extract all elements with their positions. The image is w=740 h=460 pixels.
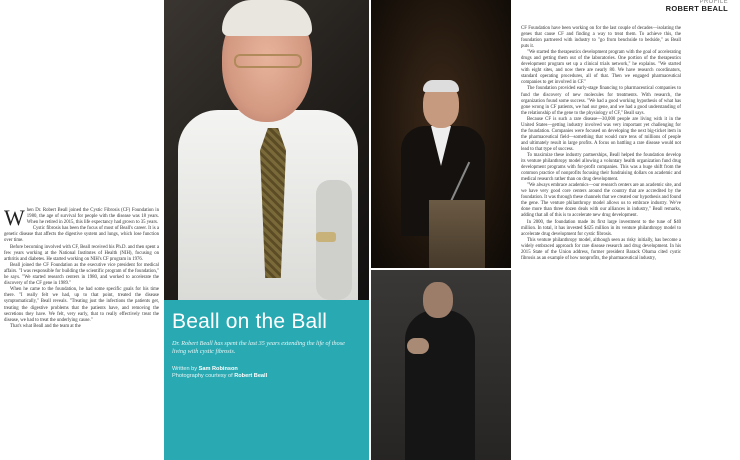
- article-deck: Dr. Robert Beall has spent the last 35 years extending the life of those living with cystic fibrosis.: [172, 340, 345, 355]
- portrait-photo: [164, 0, 369, 300]
- article-paragraph: In 2000, the foundation made its first large investment to the tune of $40 million. In total, it has invested $425 million in its venture philanthropy model to accelerate drug development for cystic fibrosis.: [521, 219, 681, 237]
- section-header: [666, 0, 728, 13]
- article-paragraph: "We always embrace academics—our research centers are an academic site, and we have very good core centers around the country that are accredited by the foundation. It was through these channels that we created our hypothesis and found the gene. The venture philanthropy model allows us to embrace industry. We've done more than three dozen deals with our alliances in industry," Beall remarks, adding that all of this is to accelerate new drug development.: [521, 183, 681, 219]
- article-paragraph: That's what Beall and the team at the: [10, 323, 81, 329]
- article-paragraph: When he came to the foundation, he had some specific goals for his time there. "I really felt we had, up to that point, treated the disease symptomatically," Beall reveals. "Treating just the infections the patients get, treating the digestive problems that the patients have, and removing the secretions they have. We felt, very early, that to really effectively treat the disease, we had to treat the underlying cause.": [4, 287, 159, 323]
- article-paragraph: Before becoming involved with CF, Beall received his Ph.D. and then spent a few years working at the National Institutes of Health (NIH), focusing on arthritis and diabetes. He started working on NIH's CF program in 1976.: [4, 244, 159, 262]
- byline: Written by Sam Robinson: [172, 366, 238, 372]
- article-credits: [172, 366, 267, 380]
- section-kicker: PROFILE: [699, 0, 728, 5]
- title-band: [164, 300, 369, 460]
- article-paragraph: "We started the therapeutics development program with the goal of accelerating drugs and getting them out of the laboratories. One portion of the therapeutics development program set up a clinical trials network," he explains. "We started with eight sites, and now there are nearly 80. We have research coordinators, standard operating procedures, all of that. Then we engaged pharmaceutical companies to get involved in CF.": [521, 50, 681, 86]
- article-headline: Beall on the Ball: [172, 310, 328, 333]
- article-paragraph: Beall joined the CF Foundation as the executive vice president for medical affairs. "I was responsible for building the scientific program of the foundation," he says. "We started research centers in 1980, and worked to accelerate the discovery of the CF gene in 1989.": [4, 262, 159, 287]
- author-name: Sam Robinson: [198, 366, 238, 372]
- right-text-column: [521, 26, 681, 262]
- article-paragraph: To maximize these industry partnerships, Beall helped the foundation develop its venture philanthropy model allowing a voluntary health organization fund drug development programs with for-profit companies. This was a huge shift from the common practice of nonprofits focusing their fundraising dollars on academic and medical research rather than on drug development.: [521, 152, 681, 183]
- left-text-column: [4, 205, 159, 330]
- article-paragraph: This venture philanthropy model, although seen as risky initially, has become a widely embraced approach for rare disease research and drug development. In his 2015 State of the Union address, former president Barack Obama cited cystic fibrosis as an example of how nonprofits, the pharmaceutical industry,: [521, 237, 681, 261]
- article-paragraph: Because CF is such a rare disease—30,000 people are living with it in the United States—getting industry involved was very important yet challenging for the foundation. Companies were focused on developing the next big-ticket item in the pharmaceutical field—something that would cure tens of millions of people and ultimately result in large profits. A focus on battling a rare disease would not lead to that type of success.: [521, 116, 681, 152]
- article-paragraph: Cystic fibrosis has been the focus of most of Beall's career. It is a genetic disease that affects the digestive system and lungs, which lose function over time.: [4, 226, 159, 244]
- photo-credit: Photography courtesy of Robert Beall: [172, 373, 268, 380]
- article-paragraph: CF Foundation have been working on for the last couple of decades—isolating the genes that cause CF and finding a way to treat them. To achieve this, the foundation partnered with industry to "go from benchside to bedside," as Beall puts it.: [521, 26, 681, 50]
- section-subject-name: ROBERT BEALL: [665, 4, 728, 13]
- drop-cap: W: [4, 205, 25, 230]
- article-paragraph: When Dr. Robert Beall joined the Cystic Fibrosis (CF) Foundation in 1980, the age of survival for people with the disease was 18 years. When he retired in 2015, this life expectancy had grown to 35 years.: [4, 205, 159, 230]
- speaking-photo: [371, 270, 511, 460]
- podium-speech-photo: [371, 0, 511, 268]
- article-paragraph: The foundation provided early-stage financing to pharmaceutical companies to fund the discovery of new molecules for treatments. With research, the organization found some success. "We had a good working hypothesis of what has gone wrong in CF patients, we had our gene, and we had a good understanding of the relationship of the gene to the physiology of CF," Beall says.: [521, 86, 681, 116]
- photographer-name: Robert Beall: [234, 373, 268, 380]
